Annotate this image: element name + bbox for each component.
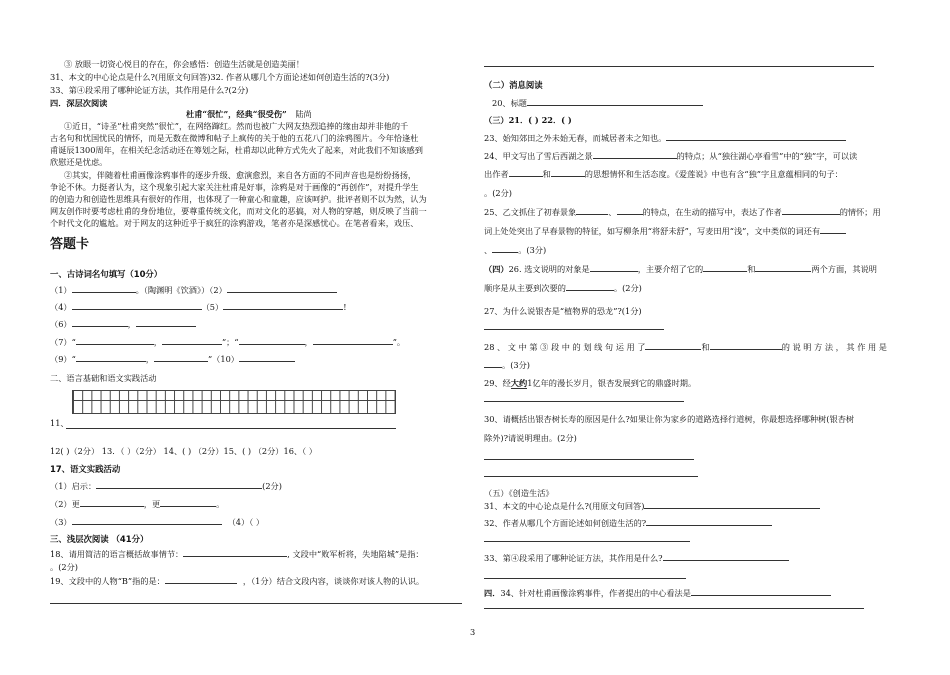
answer-blank-25a[interactable] (576, 206, 608, 215)
question-19: 19、文段中的人物“B”指的是： ，（1分）结合文段内容，谈谈你对该人物的认识。 (50, 576, 425, 586)
question-24-line2: 出作者 和 的思想情怀和生活态度。《爱莲说》中也有含“独”字且意蕴相同的句子： (484, 169, 843, 179)
answer-blank-17-3[interactable] (72, 516, 222, 525)
page-number: 3 (470, 627, 476, 637)
section-3-heading: 三、浅层次阅读 （41分） (50, 534, 149, 544)
underlined-word-dayue: 大约 (510, 378, 528, 388)
question-19-line[interactable] (50, 603, 462, 604)
answer-blank-28a[interactable] (645, 341, 701, 350)
question-32-right: 32、作者从哪几个方面论述如何创造生活的? (484, 517, 772, 529)
poem-row-3: （6） ， (50, 318, 196, 330)
poem-row-1: （1） 。（陶渊明《饮酒》）（2） (50, 284, 337, 296)
answer-blank-7a[interactable] (76, 336, 154, 345)
section-5-heading: （五）《创造生活》 (484, 488, 554, 498)
question-11-label: 11、 (50, 418, 69, 428)
practice-row-1: （1）启示： (2分) (50, 481, 282, 491)
answer-blank-25b[interactable] (617, 206, 643, 215)
question-33: 33、第④段采用了哪种论证方法，其作用是什么?(2分) (50, 85, 249, 95)
question-20: 20、标题 (492, 97, 703, 109)
article-para2-line3: 的创造力和创造性思维具有很好的作用，也体现了一种童心和童趣，应该呵护。批评者则不以为然，认为 (50, 194, 427, 204)
answer-blank-23[interactable] (666, 132, 846, 141)
article-para1-line1: ①近日，“诗圣”杜甫突然“很忙”，在网络蹿红。然而也被广大网友热烈追捧的缘由却并非他的千 (64, 121, 409, 131)
answer-blank-17-2a[interactable] (80, 498, 144, 507)
article-para2-line5: 个时代文化的尴尬。对于网友的这种近乎于疯狂的涂鸦游戏，笔者亦是深感忧心。在笔者看来，戏压、 (50, 218, 419, 228)
answer-blank-24a[interactable] (593, 150, 677, 159)
section-17-heading: 17、语文实践活动 (50, 464, 121, 474)
article-para2-line2: 争论不休。力挺者认为，这个现象引起大家关注杜甫是好事，涂鸦是对于画像的“再创作”，对提升学生 (50, 182, 419, 192)
question-24-line1: 24、甲文写出了雪后西湖之景 的特点；从“独往湖心亭看雪”中的“独”字，可以读 (484, 151, 858, 161)
question-30-line2: 除外)?请说明理由。(2分) (484, 433, 577, 443)
question-29: 29、经大约1亿年的漫长岁月，银杏发展到它的鼎盛时期。 (484, 378, 697, 388)
article-title: 杜甫“很忙”，经典“很受伤” (186, 109, 287, 119)
question-34: 四．34、针对杜甫画像涂鸦事件，作者提出的中心看法是 (484, 587, 831, 599)
deep-reading-heading: 四．深层次阅读 (50, 98, 108, 108)
answer-line-29[interactable] (484, 401, 684, 402)
practice-row-3: （3） （4）（ ） (50, 517, 265, 527)
question-31-right: 31、本文的中心论点是什么?(用原文句回答) (484, 500, 820, 512)
answer-blank-8a[interactable] (239, 336, 305, 345)
top-answer-line[interactable] (484, 66, 874, 67)
answer-blank-31[interactable] (644, 500, 820, 509)
answer-blank-6b[interactable] (136, 318, 196, 327)
answer-blank-4[interactable] (72, 301, 202, 310)
answer-blank-25d[interactable] (820, 225, 846, 234)
question-28-line1: 28 、 文 中 第 ③ 段 中 的 划 线 句 运 用 了 和 的 说 明 方 法 ， 其 作 用 是 (484, 342, 887, 352)
answer-blank-5[interactable] (223, 301, 343, 310)
answer-line-30b[interactable] (484, 476, 698, 477)
question-26-line1: （四）26. 选文说明的对象是 ，主要介绍了它的 和 两个方面，其说明 (484, 264, 877, 274)
answer-blank-17-2b[interactable] (160, 498, 216, 507)
practice-row-2: （2）更 ，更 。 (50, 499, 225, 509)
poem-row-2: （4） （5） ! (50, 302, 347, 312)
news-reading-heading: （二）消息阅读 (484, 80, 543, 90)
answer-card-title: 答题卡 (50, 237, 90, 252)
answer-blank-8b[interactable] (313, 336, 393, 345)
answer-blank-26b[interactable] (703, 263, 747, 272)
answer-blank-25e[interactable] (492, 244, 518, 253)
answer-blank-9a[interactable] (76, 353, 146, 362)
answer-blank-18a[interactable] (183, 548, 287, 557)
question-24-line3: 。(2分) (484, 188, 512, 198)
article-para1-line4: 欣慰还是忧虑。 (50, 157, 108, 167)
question-18: 18、请用简洁的语言概括故事情节： , 文段中“败军析将，失地陷城”是指： (50, 549, 424, 559)
section-2-heading: 二、语言基础和语文实践活动 (50, 373, 157, 383)
answer-blank-33[interactable] (663, 552, 789, 561)
answer-blank-17-1[interactable] (96, 480, 262, 489)
paragraph-3: ③ 放眼一切资心悦目的存在，你会感悟：创造生活就是创造美丽！ (64, 59, 305, 69)
answer-blank-25c[interactable] (782, 206, 840, 215)
article-title-row (186, 108, 312, 120)
answer-blank-2[interactable] (227, 284, 337, 293)
question-11-line[interactable] (66, 428, 396, 429)
answer-blank-20[interactable] (527, 97, 703, 106)
question-28-line2: 。(3分) (484, 359, 530, 371)
question-31-32: 31、本文的中心论点是什么?(用原文句回答)32. 作者从哪几个方面论述如何创造生活的?(3分) (50, 72, 390, 82)
answer-line-27[interactable] (484, 329, 664, 330)
question-25-line3: 、 。(3分) (484, 245, 547, 255)
answer-blank-34[interactable] (691, 587, 831, 596)
answer-blank-10[interactable] (239, 353, 295, 362)
answer-blank-28b[interactable] (710, 341, 782, 350)
poem-row-5: （9）“ ， ”（10） (50, 353, 295, 365)
answer-blank-24b[interactable] (509, 168, 543, 177)
answer-line-34[interactable] (484, 608, 864, 609)
article-author: 陆尚 (295, 109, 312, 119)
writing-grid[interactable] (72, 390, 396, 414)
answer-blank-19[interactable] (165, 575, 237, 584)
question-18-score: 。(2分) (50, 562, 78, 572)
question-25-line1: 25、乙文抓住了初春景象 、 的特点，在生动的描写中，表达了作者 的情怀；用 (484, 207, 881, 217)
answer-blank-26c[interactable] (755, 263, 811, 272)
article-para2-line4: 网友创作时要考虑杜甫的身份地位，要尊重传统文化，而对文化的恶搞，对人物的穿越，则反映了当前一 (50, 206, 427, 216)
answer-blank-26d[interactable] (566, 282, 614, 291)
answer-line-30a[interactable] (484, 459, 694, 460)
answer-line-32[interactable] (484, 541, 690, 542)
question-26-line2: 顺序是从主要到次要的 。(2分) (484, 283, 642, 293)
section-1-heading: 一、古诗词名句填写（10分） (50, 269, 163, 279)
answer-blank-24c[interactable] (551, 168, 585, 177)
article-para2-line1: ②其实，伴随着杜甫画像涂鸦事件的逐步升级、愈演愈烈，来自各方面的不同声音也是纷纷扬扬， (64, 170, 417, 180)
answer-line-33[interactable] (484, 578, 686, 579)
answer-blank-6a[interactable] (72, 318, 128, 327)
questions-21-22: （三）21．( ) 22．( ) (484, 115, 572, 125)
answer-blank-9b[interactable] (154, 353, 208, 362)
article-para1-line2: 古名句和忧国忧民的情怀，而是无数在微博和帖子上疯传的关于他的五花八门的涂鸦图片。今年恰逢杜 (50, 133, 419, 143)
answer-blank-32[interactable] (646, 517, 772, 526)
answer-blank-26a[interactable] (590, 263, 638, 272)
question-27: 27、为什么说银杏是“植物界的恐龙”?(1分) (484, 306, 642, 316)
answer-blank-28c[interactable] (484, 359, 502, 368)
question-25-line2: 词上处处突出了早春景物的特征，如写柳条用“将舒未舒”，写麦田用“浅”，文中类似的词还有 (484, 225, 846, 237)
answer-blank-7b[interactable] (162, 336, 222, 345)
article-para1-line3: 甫诞辰1300周年，在相关纪念活动还在筹划之际，杜甫却以此种方式先火了起来，对此我们不知该感到 (50, 145, 423, 155)
poem-row-4: （7）“ ， ”；“ ， ”。 (50, 337, 406, 347)
questions-12-16: 12( )（2分） 13．（ ）（2分） 14、( ) （2分）15、( ) （2分）16、（ ） (50, 446, 317, 456)
answer-blank-1[interactable] (72, 284, 136, 293)
question-33-right: 33、第④段采用了哪种论证方法，其作用是什么? (484, 552, 789, 564)
question-23: 23、始知郊田之外未始无春，而城居者未之知也。 (484, 132, 846, 144)
question-30-line1: 30、请概括出银杏树长寿的原因是什么?如果让你为家乡的道路选择行道树，你最想选择哪种树(银杏树 (484, 414, 855, 424)
